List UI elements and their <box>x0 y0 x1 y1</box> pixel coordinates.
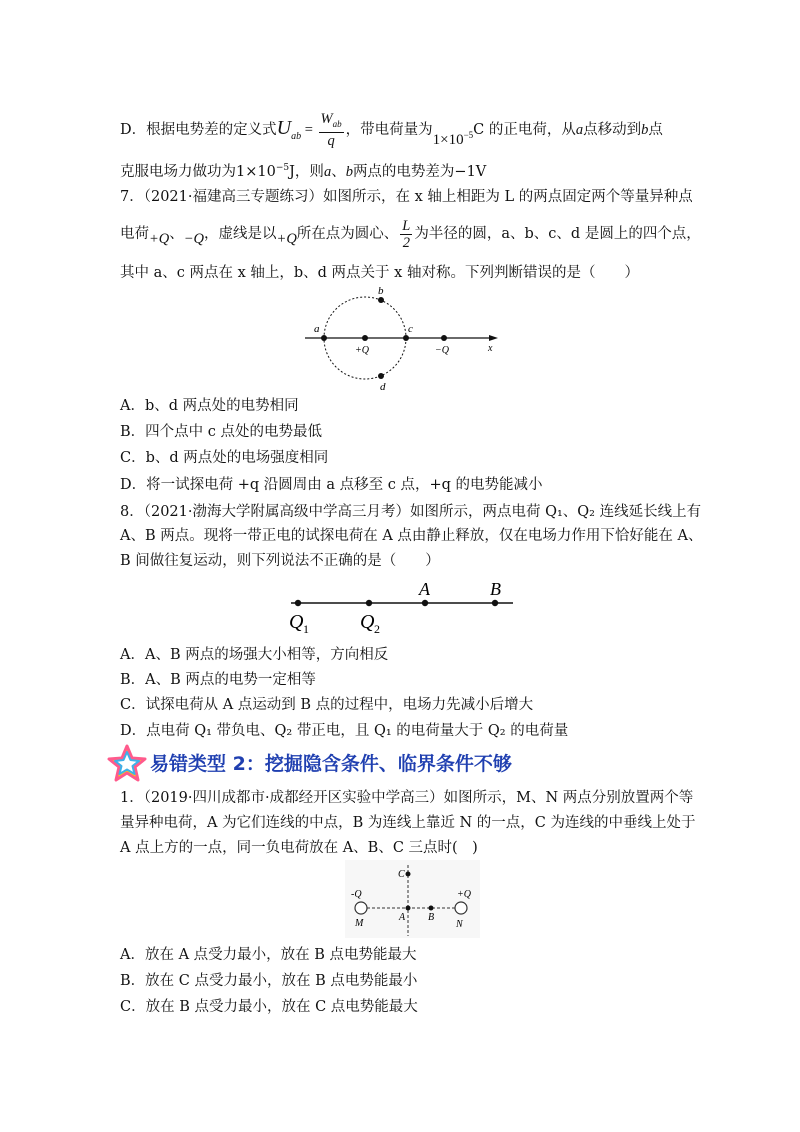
q1-option-a: A．放在 A 点受力最小，放在 B 点电势能最大 <box>120 947 417 963</box>
q1-label-plus-q: +Q <box>457 889 471 900</box>
section-heading: 易错类型 2：挖掘隐含条件、临界条件不够 <box>150 753 512 775</box>
q1-option-b: B．放在 C 点受力最小，放在 B 点电势能最小 <box>120 973 418 989</box>
q8-label-q2-sub: 2 <box>374 622 380 636</box>
q7-figure <box>300 282 510 394</box>
q8-option-a: A．A、B 两点的场强大小相等，方向相反 <box>120 647 389 663</box>
q8-point-a <box>422 600 428 606</box>
q7-label-x: x <box>488 343 493 354</box>
q8-point-q1 <box>295 600 301 606</box>
q8-figure <box>285 575 520 640</box>
q8-point-b <box>492 600 498 606</box>
q8-stem-line3: B 间做往复运动，则下列说法不正确的是（ ） <box>120 553 440 569</box>
q1-charge-n <box>455 902 467 914</box>
q8-label-q1-sub: 1 <box>303 622 309 636</box>
q1-charge-m <box>355 902 367 914</box>
q7-point-b <box>378 297 384 303</box>
q7-label-a: a <box>314 323 320 335</box>
q1-point-a <box>406 906 411 911</box>
q1-figure <box>345 860 480 938</box>
q8-label-q1: Q <box>289 611 304 633</box>
q1-stem-line2: 量异种电荷，A 为它们连线的中点，B 为连线上靠近 N 的一点，C 为连线的中垂线上处于 <box>120 815 696 831</box>
q7-point-plus-q <box>362 335 368 341</box>
q1-point-b <box>429 906 434 911</box>
q1-option-c: C．放在 B 点受力最小，放在 C 点电势能最大 <box>120 999 418 1015</box>
q7-point-d <box>378 373 384 379</box>
formula-u: $U_{ab}$ <box>276 117 302 142</box>
q1-label-a: A <box>399 912 406 923</box>
formula-fraction: $\frac{W_{ab}}{q}$ <box>320 111 342 149</box>
q7-label-c: c <box>408 323 413 335</box>
q8-label-q2: Q <box>360 611 375 633</box>
q8-stem-line2: A、B 两点。现将一带正电的试探电荷在 A 点由静止释放，仅在电场力作用下恰好能在 A、 <box>120 528 703 544</box>
q1-label-minus-q: -Q <box>351 889 362 900</box>
q7-option-d: D．将一试探电荷 +q 沿圆周由 a 点移至 c 点，+q 的电势能减小 <box>120 477 543 493</box>
q7-option-b: B．四个点中 c 点处的电势最低 <box>120 424 322 440</box>
q7-label-b: b <box>378 285 384 297</box>
q8-option-b: B．A、B 两点的电势一定相等 <box>120 672 316 688</box>
q7-label-plus-q: +Q <box>355 345 369 356</box>
q8-stem-line1: 8．（2021·渤海大学附属高级中学高三月考）如图所示，两点电荷 Q₁、Q₂ 连线延长线上有 <box>120 504 702 520</box>
star-icon <box>105 743 149 783</box>
q7-stem-line1: 7．（2021·福建高三专题练习）如图所示，在 x 轴上相距为 L 的两点固定两个等量异种点 <box>120 189 693 205</box>
prev-option-d-line2: 克服电场力做功为$1\times 10^{-5}J$，则a、b两点的电势差为−1V <box>120 163 487 180</box>
q8-label-a: A <box>419 579 430 599</box>
prev-option-d-line1: D．根据电势差的定义式$U_{ab}$ = $\frac{W_{ab}}{q}$ ，带电荷量为$1\times 10^{-5}C$ 的正电荷，从a点移动到b点 <box>120 111 663 149</box>
q7-point-a <box>321 335 327 341</box>
q7-stem-line2: 电荷+Q、−Q，虚线是以+Q所在点为圆心、 $\frac{L}{2}$ 为半径的圆，a、b、c、d 是圆上的四个点， <box>120 217 701 251</box>
q7-stem-line3: 其中 a、c 两点在 x 轴上，b、d 两点关于 x 轴对称。下列判断错误的是（ ） <box>120 265 639 281</box>
q7-option-c: C．b、d 两点处的电场强度相同 <box>120 450 329 466</box>
q1-stem-line3: A 点上方的一点，同一负电荷放在 A、B、C 三点时( ) <box>120 840 478 856</box>
q1-point-c <box>406 872 411 877</box>
q7-point-c <box>403 335 409 341</box>
q8-option-d: D．点电荷 Q₁ 带负电、Q₂ 带正电，且 Q₁ 的电荷量大于 Q₂ 的电荷量 <box>120 723 569 739</box>
q7-option-a: A．b、d 两点处的电势相同 <box>120 398 299 414</box>
q8-point-q2 <box>366 600 372 606</box>
q1-stem-line1: 1．（2019·四川成都市·成都经开区实验中学高三）如图所示，M、N 两点分别放置两个等 <box>120 790 694 806</box>
q1-label-m: M <box>355 918 364 929</box>
q1-label-c: C <box>398 869 405 880</box>
q1-label-b: B <box>428 912 435 923</box>
q1-label-n: N <box>456 919 463 930</box>
q8-option-c: C．试探电荷从 A 点运动到 B 点的过程中，电场力先减小后增大 <box>120 697 534 713</box>
q7-point-minus-q <box>441 335 447 341</box>
q7-label-minus-q: −Q <box>435 345 449 356</box>
q7-label-d: d <box>380 381 386 393</box>
q8-label-b: B <box>490 579 501 599</box>
